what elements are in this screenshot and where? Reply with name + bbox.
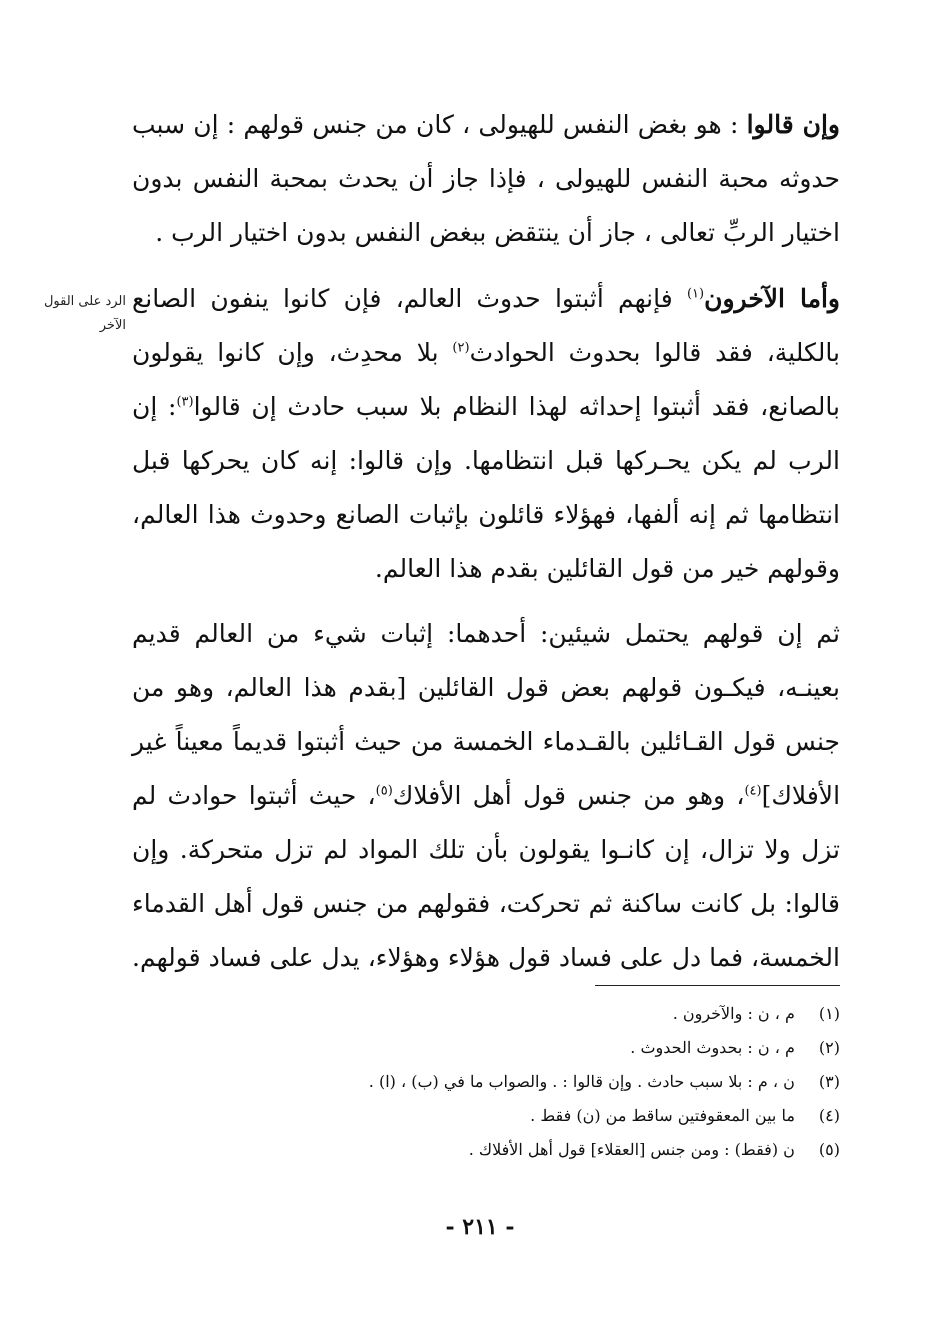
paragraph-2-text-a: فإنهم أثبتوا حدوث العالم، فإن كانوا ينفون الصانع بالكلية، فقد قالوا بحدوث الحوادث [132, 284, 840, 367]
footnote-item [280, 1133, 840, 1167]
footnote-ref-5: (٥) [375, 783, 393, 799]
paragraph-2-lead: وأما الآخرون [704, 284, 840, 313]
paragraph-3-text-c: ، حيث أثبتوا حوادث لم تزل ولا تزال، إن كانـوا يقولون بأن تلك المواد لم تزل متحركة. وإن قالوا: بل كانت ساكنة ثم تحركت، فقولهم من جنس قول أهل القدماء الخمسة، فما دل على فساد قول هؤلاء وهؤلاء، يدل على فساد قولهم. [132, 781, 840, 972]
footnote-item [280, 1065, 840, 1099]
footnote-item [280, 997, 840, 1031]
paragraph-2 [132, 272, 840, 596]
paragraph-3-text-b: ، وهو من جنس قول أهل الأفلاك [392, 781, 745, 810]
footnote-number: (١) [818, 1004, 840, 1023]
paragraph-3-text-a: ثم إن قولهم يحتمل شيئين: أحدهما: إثبات شيء من العالم قديم بعينـه، فيكـون قولهم بعض قول القائلين [بقدم هذا العالم، وهو من جنس قول القـائلين بالقـدماء الخمسة من حيث أثبتوا قديماً معيناً غير الأفلاك] [132, 619, 841, 810]
footnote-ref-4: (٤) [744, 783, 762, 799]
footnote-number: (٣) [818, 1072, 840, 1091]
page-number: - ٢١١ - [445, 1214, 515, 1240]
footnote-ref-1: (١) [686, 286, 705, 302]
footnotes-list [280, 997, 840, 1167]
footnote-number: (٤) [818, 1106, 840, 1125]
footnote-text: م ، ن : والآخرون . [672, 1004, 795, 1023]
footnote-item [280, 1031, 840, 1065]
footnote-text: ن ، م : بلا سبب حادث . وإن قالوا : . والصواب ما في (ب) ، (ا) . [368, 1072, 795, 1091]
footnote-number: (٢) [818, 1038, 840, 1057]
paragraph-2-text-c: : إن الرب لم يكن يحـركها قبل انتظامها. وإن قالوا: إنه كان يحركها قبل انتظامها ثم إنه ألفها، فهؤلاء قائلون بإثبات الصانع وحدوث هذا العالم، وقولهم خير من قول القائلين بقدم هذا العالم. [132, 392, 840, 583]
paragraph-1 [132, 98, 840, 260]
footnote-text: م ، ن : بحدوث الحدوث . [630, 1038, 795, 1057]
footnote-item [280, 1099, 840, 1133]
footnote-ref-3: (٣) [176, 394, 194, 410]
paragraph-1-text: : هو بغض النفس للهيولى ، كان من جنس قولهم : إن سبب حدوثه محبة النفس للهيولى ، فإذا جاز أن يحدث بمحبة النفس بدون اختيار الربِّ تعالى ، جاز أن ينتقض ببغض النفس بدون اختيار الرب . [132, 110, 840, 247]
footnote-ref-2: (٢) [452, 340, 470, 356]
paragraph-3 [132, 607, 840, 985]
footnote-text: ما بين المعقوفتين ساقط من (ن) فقط . [530, 1106, 795, 1125]
footnote-text: ن (فقط) : ومن جنس [العقلاء] قول أهل الأفلاك . [468, 1140, 795, 1159]
paragraph-1-lead: وإن قالوا [746, 110, 840, 139]
margin-note: الرد على القول الآخر [43, 294, 126, 333]
footnote-divider [595, 985, 840, 986]
paragraph-2-text-b: بلا محدِث، وإن كانوا يقولون بالصانع، فقد أثبتوا إحداثه لهذا النظام بلا سبب حادث إن قالوا [132, 338, 840, 421]
footnote-number: (٥) [818, 1140, 840, 1159]
